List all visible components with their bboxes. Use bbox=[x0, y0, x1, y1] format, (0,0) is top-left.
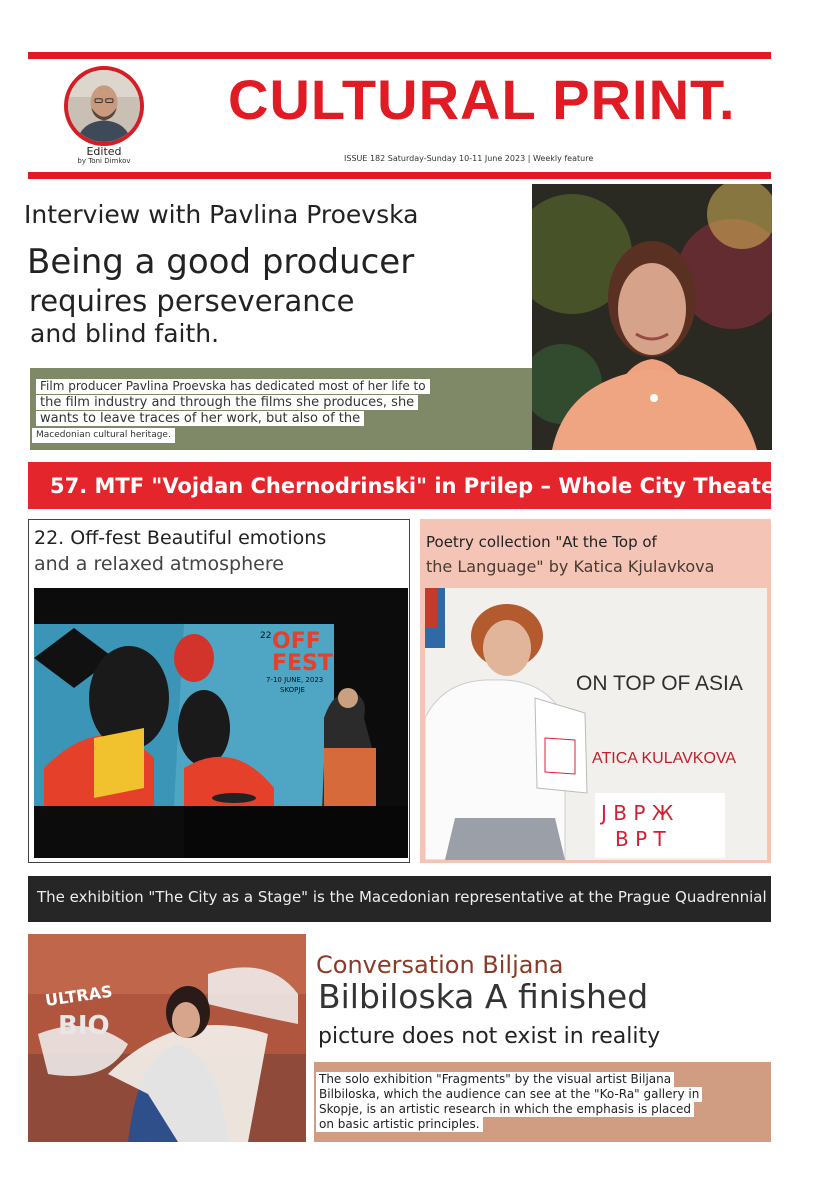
lead-summary-line-4: Macedonian cultural heritage. bbox=[32, 428, 175, 443]
conversation-headline-1: Bilbiloska A finished bbox=[318, 977, 649, 1016]
poetry-photo-author: ATICA KULAVKOVA bbox=[592, 750, 737, 767]
poster-brand-2: FEST bbox=[272, 651, 333, 676]
lead-headline-line-2: requires perseverance bbox=[29, 284, 355, 318]
lead-headline-line-3: and blind faith. bbox=[30, 319, 220, 348]
conversation-summary-line-4: on basic artistic principles. bbox=[316, 1117, 483, 1132]
poster-number: 22 bbox=[260, 631, 272, 641]
festival-banner-headline[interactable]: 57. MTF "Vojdan Chernodrinski" in Prilep – Whole City Theater bbox=[50, 474, 786, 498]
conversation-summary-line-3: Skopje, is an artistic research in which the emphasis is placed bbox=[316, 1102, 694, 1117]
lead-kicker: Interview with Pavlina Proevska bbox=[24, 200, 419, 229]
poet-photo bbox=[425, 588, 767, 860]
interviewee-photo bbox=[532, 184, 772, 450]
graffiti-tag-1: ULTRAS bbox=[43, 981, 114, 1010]
poetry-photo-caption: ON TOP OF ASIA bbox=[576, 672, 743, 695]
issue-line: ISSUE 182 Saturday-Sunday 10-11 June 2023 | Weekly feature bbox=[344, 154, 594, 163]
poster-brand-1: OFF bbox=[272, 629, 321, 654]
offfest-subtitle: and a relaxed atmosphere bbox=[34, 553, 284, 575]
offfest-title: 22. Off-fest Beautiful emotions bbox=[34, 527, 327, 549]
svg-text:В Р Т: В Р Т bbox=[615, 827, 666, 851]
editor-name: by Toni Dimkov bbox=[77, 157, 131, 165]
masthead-top-rule bbox=[28, 52, 771, 59]
exhibition-banner-headline[interactable]: The exhibition "The City as a Stage" is the Macedonian representative at the Prague Quadrennial bbox=[37, 888, 767, 906]
masthead-bottom-rule bbox=[28, 172, 771, 179]
conversation-headline-2: picture does not exist in reality bbox=[318, 1024, 661, 1049]
poster-city: SKOPJE bbox=[280, 686, 305, 694]
lead-summary-line-2: the film industry and through the films she produces, she bbox=[36, 395, 418, 410]
lead-headline-line-1: Being a good producer bbox=[27, 242, 415, 282]
edited-label: Edited bbox=[86, 145, 122, 158]
publication-title: CULTURAL PRINT. bbox=[228, 68, 736, 131]
poetry-subtitle: the Language" by Katica Kjulavkova bbox=[426, 557, 715, 576]
offfest-stage-photo bbox=[34, 588, 408, 858]
poster-dates: 7-10 JUNE, 2023 bbox=[266, 676, 324, 684]
editor-portrait-image bbox=[68, 70, 140, 142]
lead-summary-line-1: Film producer Pavlina Proevska has dedicated most of her life to bbox=[36, 379, 430, 394]
conversation-kicker: Conversation Biljana bbox=[316, 951, 564, 979]
graffiti-tag-2: BIO bbox=[58, 1011, 110, 1041]
lead-summary-line-3: wants to leave traces of her work, but also of the bbox=[36, 411, 364, 426]
artist-photo bbox=[28, 934, 306, 1142]
conversation-summary-line-1: The solo exhibition "Fragments" by the visual artist Biljana bbox=[316, 1072, 674, 1087]
editor-avatar bbox=[64, 66, 144, 146]
conversation-summary-line-2: Bilbiloska, which the audience can see at the "Ko-Ra" gallery in bbox=[316, 1087, 702, 1102]
poetry-title: Poetry collection "At the Top of bbox=[426, 533, 657, 551]
svg-text:Ј В Р Ж: Ј В Р Ж bbox=[601, 801, 674, 825]
